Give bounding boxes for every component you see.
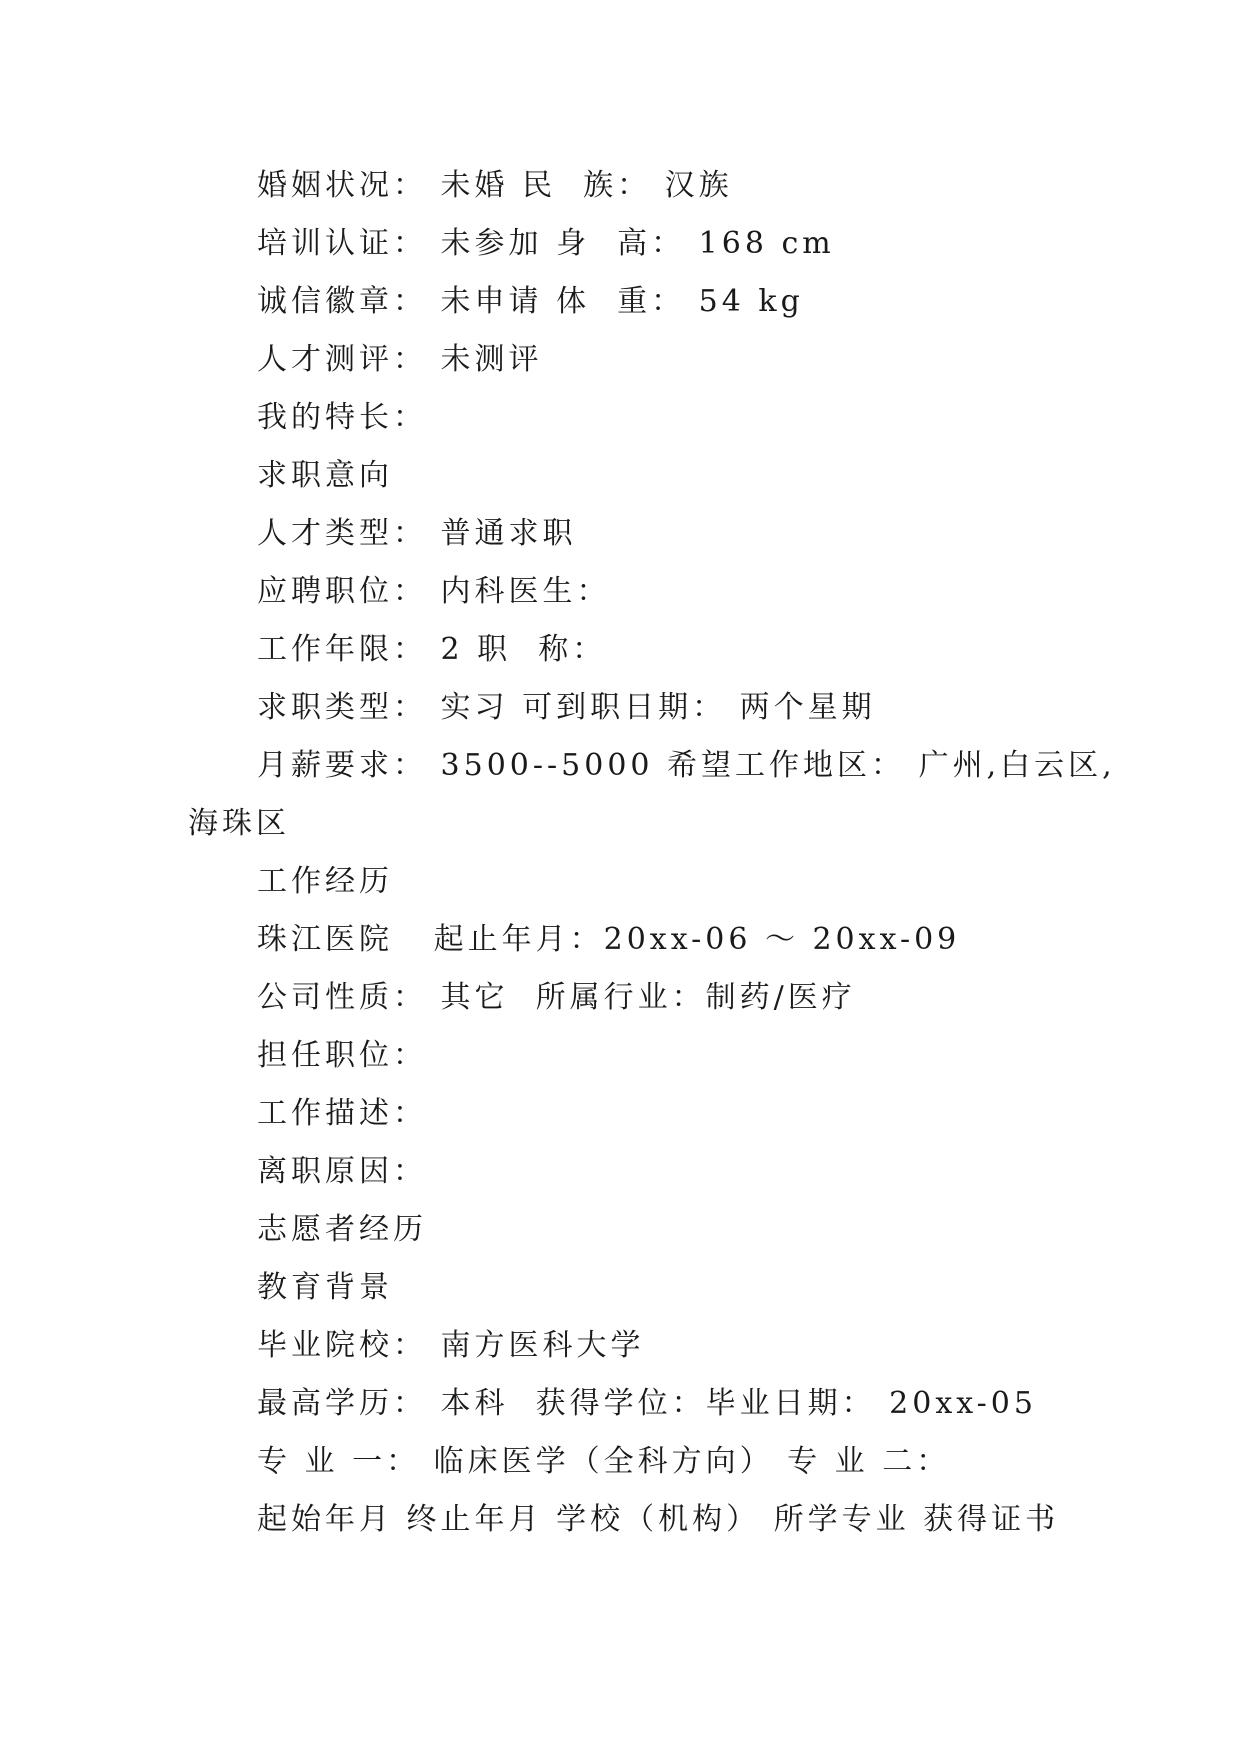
education-heading: 教育背景 bbox=[257, 1270, 393, 1305]
education-table-header: 起始年月 终止年月 学校（机构） 所学专业 获得证书 bbox=[257, 1502, 1060, 1537]
specialty-line: 我的特长： bbox=[257, 400, 427, 435]
work-years-line: 工作年限： 2 职 称： bbox=[257, 632, 607, 667]
position-held-line: 担任职位： bbox=[257, 1038, 427, 1073]
major-line: 专 业 一： 临床医学（全科方向） 专 业 二： bbox=[257, 1444, 951, 1479]
salary-line: 月薪要求： 3500--5000 希望工作地区： 广州,白云区, bbox=[257, 748, 1116, 783]
job-description-line: 工作描述： bbox=[257, 1096, 427, 1131]
integrity-badge-line: 诚信徽章： 未申请 体 重： 54 kg bbox=[257, 284, 804, 319]
training-cert-line: 培训认证： 未参加 身 高： 168 cm bbox=[257, 226, 835, 261]
degree-line: 最高学历： 本科 获得学位：毕业日期： 20xx-05 bbox=[257, 1386, 1037, 1421]
company-nature-line: 公司性质： 其它 所属行业：制药/医疗 bbox=[257, 980, 856, 1015]
employer-line: 珠江医院 起止年月：20xx-06 ～ 20xx-09 bbox=[257, 922, 961, 957]
talent-type-line: 人才类型： 普通求职 bbox=[257, 516, 577, 551]
leaving-reason-line: 离职原因： bbox=[257, 1154, 427, 1189]
talent-assessment-line: 人才测评： 未测评 bbox=[257, 342, 543, 377]
volunteer-heading: 志愿者经历 bbox=[257, 1212, 427, 1247]
school-line: 毕业院校： 南方医科大学 bbox=[257, 1328, 645, 1363]
applied-position-line: 应聘职位： 内科医生： bbox=[257, 574, 611, 609]
salary-line-wrap: 海珠区 bbox=[188, 806, 290, 841]
work-experience-heading: 工作经历 bbox=[257, 864, 393, 899]
job-intention-heading: 求职意向 bbox=[257, 458, 393, 493]
marital-status-line: 婚姻状况： 未婚 民 族： 汉族 bbox=[257, 168, 733, 203]
job-type-line: 求职类型： 实习 可到职日期： 两个星期 bbox=[257, 690, 876, 725]
